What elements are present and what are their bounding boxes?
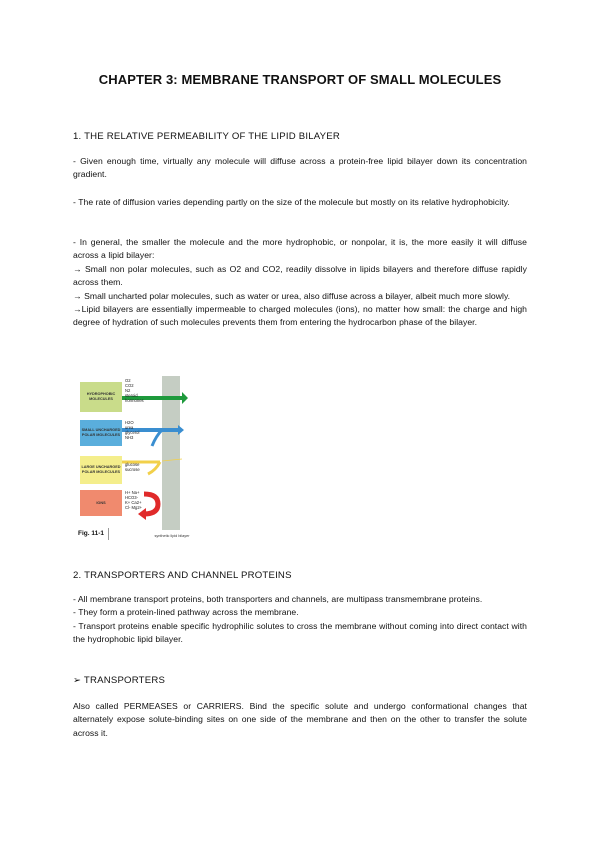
- paragraph-text: - Given enough time, virtually any molecule will diffuse across a protein-free lipid bilayer down its concentration gradient.: [73, 156, 527, 180]
- section-2-paragraphs: [73, 593, 527, 647]
- paragraph-text: - They form a protein-lined pathway across the membrane.: [73, 607, 299, 618]
- molecules-ions: H+ Na+ HCO3- K+ Ca2+ Cl- Mg2+: [125, 490, 143, 510]
- section-1-paragraph-3: [73, 236, 527, 330]
- section-1-paragraph-1: [73, 155, 527, 182]
- molecules-hydrophobic: O2 CO2 N2 steroid hormones: [125, 378, 144, 403]
- arrow-large-polar-bounce: [148, 462, 160, 474]
- paragraph-text: Also called PERMEASES or CARRIERS. Bind the specific solute and undergo conformational changes that alternately expose solute-binding sites on one side of the membrane and then on the other to transfer the solute across it.: [73, 701, 527, 738]
- paragraph-text: - In general, the smaller the molecule and the more hydrophobic, or nonpolar, it is, the more easily it will diffuse across a lipid bilayer:: [73, 237, 527, 261]
- paragraph-text: - All membrane transport proteins, both transporters and channels, are multipass transmembrane proteins.: [73, 594, 483, 604]
- bullet-polar: → Small uncharted polar molecules, such as water or urea, also diffuse across a bilayer, albeit much more slowly.: [73, 290, 511, 301]
- section-3-paragraph: [73, 700, 527, 740]
- figure-caption: Fig. 11-1: [78, 528, 109, 540]
- section-1-paragraph-2: [73, 196, 527, 209]
- section-1-heading: 1. THE RELATIVE PERMEABILITY OF THE LIPID BILAYER: [73, 131, 340, 142]
- bilayer-label: synthetic lipid bilayer: [154, 534, 190, 538]
- box-hydrophobic: HYDROPHOBIC MOLECULES: [80, 382, 122, 412]
- box-ions: IONS: [80, 490, 122, 516]
- arrow-ions-bounce: [144, 494, 158, 514]
- bullet-nonpolar: → Small non polar molecules, such as O2 and CO2, readily dissolve in lipids bilayers and therefore diffuse rapidly across them.: [73, 263, 527, 288]
- paragraph-text: - Transport proteins enable specific hydrophilic solutes to cross the membrane without coming into direct contact with the hydrophobic lipid bilayer.: [73, 620, 527, 645]
- section-2-heading: 2. TRANSPORTERS AND CHANNEL PROTEINS: [73, 570, 292, 581]
- bullet-ions: →Lipid bilayers are essentially impermeable to charged molecules (ions), no matter how small: the charge and high degree of hydration of such molecules prevents them from entering the hydrocarbon phase of the bilayer.: [73, 304, 527, 328]
- arrow-small-polar-bounce: [152, 430, 162, 446]
- molecules-small-polar: H2O urea glycerol NH3: [125, 420, 140, 440]
- box-small-polar: SMALL UNCHARGED POLAR MOLECULES: [80, 420, 122, 446]
- paragraph-text: - The rate of diffusion varies depending partly on the size of the molecule but mostly on its relative hydrophobicity.: [73, 197, 510, 207]
- permeability-figure: [78, 372, 198, 550]
- chapter-title: CHAPTER 3: MEMBRANE TRANSPORT OF SMALL MOLECULES: [98, 72, 502, 87]
- section-3-heading: ➢ TRANSPORTERS: [73, 675, 166, 686]
- molecules-large-polar: glucose sucrose: [125, 462, 140, 472]
- box-large-polar: LARGE UNCHARGED POLAR MOLECULES: [80, 456, 122, 484]
